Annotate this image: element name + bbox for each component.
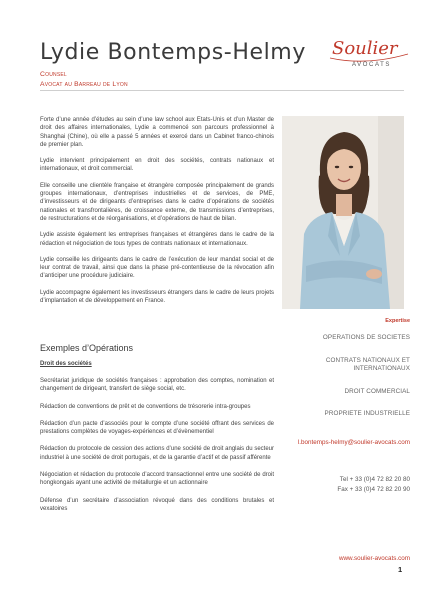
operation-item: Secrétariat juridique de sociétés françaises : approbation des comptes, nomination et changement de dirigeant, transfert de siège social, etc. xyxy=(40,378,274,393)
page-number: 1 xyxy=(398,565,403,574)
telephone: Tel + 33 (0)4 72 82 20 80 xyxy=(339,476,410,483)
expertise-item: PROPRIETE INDUSTRIELLE xyxy=(324,410,410,417)
bio-paragraph: Lydie intervient principalement en droit des sociétés, contrats nationaux et internationaux, et droit commercial. xyxy=(40,158,274,173)
bio-paragraph: Lydie conseille les dirigeants dans le cadre de l’exécution de leur mandat social et de leur contrat de travail, ainsi que dans la phase pré-contentieuse de la révocation afin d’anticiper une procédure judiciaire. xyxy=(40,256,274,280)
operation-item: Rédaction du protocole de cession des actions d’une société de droit anglais du secteur industriel à une société de droit portugais, et de la garantie d’actif et de passif afférente xyxy=(40,446,274,461)
portrait-illustration xyxy=(282,116,404,309)
expertise-item: OPERATIONS DE SOCIETES xyxy=(322,334,410,341)
expertise-list xyxy=(282,334,410,433)
expertise-item: DROIT COMMERCIAL xyxy=(344,387,410,395)
operations-list xyxy=(40,377,274,522)
logo-script: Soulier xyxy=(332,38,398,59)
operations-heading: Exemples d’Opérations xyxy=(40,343,134,353)
header-divider xyxy=(40,90,404,91)
bio-paragraph: Lydie assiste également les entreprises françaises et étrangères dans le cadre de la rédaction et négociation de tous types de contrats nationaux et internationaux. xyxy=(40,232,274,247)
bio-paragraph: Lydie accompagne également les investisseurs étrangers dans le cadre de leurs projets d’implantation et de développement en France. xyxy=(40,289,274,305)
operation-item: Rédaction d’un pacte d’associés pour le compte d’une société offrant des services de prestations complètes de voyages-expériences et d’évènementiel xyxy=(40,420,274,436)
soulier-logo xyxy=(326,36,412,78)
expertise-item: CONTRATS NATIONAUX ET INTERNATIONAUX xyxy=(325,356,410,372)
expertise-heading: Expertise xyxy=(385,318,410,324)
operation-item: Défense d’un secrétaire d’association révoqué dans des conditions brutales et vexatoires xyxy=(40,497,274,512)
fax: Fax + 33 (0)4 72 82 20 90 xyxy=(337,486,410,493)
website-link[interactable]: www.soulier-avocats.com xyxy=(338,555,410,562)
portrait-photo xyxy=(282,116,404,309)
operation-item: Négociation et rédaction du protocole d’accord transactionnel entre une société de droit hongkongais ayant une activité de métallurgie et un actionnaire xyxy=(40,472,274,487)
logo-subtitle: AVOCATS xyxy=(352,62,391,68)
biography xyxy=(40,116,274,313)
bio-paragraph: Forte d’une année d’études au sein d’une law school aux Etats-Unis et d’un Master de droit des affaires internationales, Lydie a commencé son parcours professionnel à Shanghai (Chine), où elle a passé 5 années et exercé dans un Cabinet franco-chinois de premier plan. xyxy=(40,117,274,148)
role-title: Counsel xyxy=(40,71,67,78)
email-link[interactable]: l.bontemps-helmy@soulier-avocats.com xyxy=(297,439,410,446)
role-bar: Avocat au Barreau de Lyon xyxy=(40,81,128,88)
lawyer-name: Lydie Bontemps-Helmy xyxy=(40,40,306,65)
operation-item: Rédaction de conventions de prêt et de conventions de trésorerie intra-groupes xyxy=(40,403,251,410)
contact-numbers xyxy=(282,475,410,495)
operations-subheading: Droit des sociétés xyxy=(40,361,92,367)
lawyer-role xyxy=(40,70,128,90)
bio-paragraph: Elle conseille une clientèle française et étrangère composée principalement de grands groupes internationaux, d’entreprises industrielles et de services, de PME, d’investisseurs et de dirigeants d’entreprises dans le cadre d’opérations de sociétés nationales et transfrontalières, de croissance externe, de transmissions d’entreprises, de restructurations et de réorganisations, et d’opérations de haut de bilan. xyxy=(40,182,274,222)
